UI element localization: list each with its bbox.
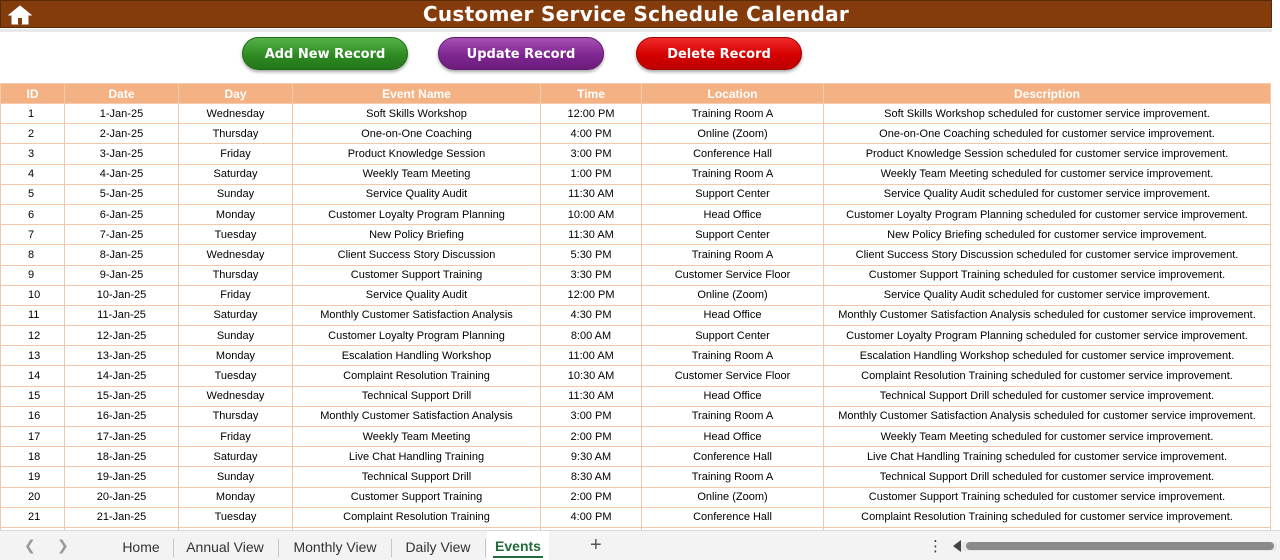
cell-location[interactable]: Support Center xyxy=(642,225,824,245)
cell-location[interactable]: Customer Service Floor xyxy=(642,366,824,386)
table-row[interactable] xyxy=(1,406,1271,426)
chevron-left-icon[interactable]: ❮ xyxy=(24,537,36,553)
cell-id[interactable]: 3 xyxy=(1,144,65,164)
cell-description[interactable]: Complaint Resolution Training scheduled for customer service improvement. xyxy=(824,507,1271,527)
column-header-id[interactable]: ID xyxy=(1,84,65,104)
cell-day[interactable]: Sunday xyxy=(179,326,293,346)
cell-day[interactable]: Monday xyxy=(179,487,293,507)
table-row[interactable] xyxy=(1,305,1271,325)
table-row[interactable] xyxy=(1,326,1271,346)
column-header-time[interactable]: Time xyxy=(541,84,642,104)
cell-description[interactable]: One-on-One Coaching scheduled for customer service improvement. xyxy=(824,124,1271,144)
table-row[interactable] xyxy=(1,507,1271,527)
cell-id[interactable]: 16 xyxy=(1,406,65,426)
cell-time[interactable]: 5:30 PM xyxy=(541,245,642,265)
cell-day[interactable]: Tuesday xyxy=(179,225,293,245)
cell-id[interactable]: 21 xyxy=(1,507,65,527)
cell-location[interactable]: Training Room A xyxy=(642,406,824,426)
cell-id[interactable]: 13 xyxy=(1,346,65,366)
cell-date[interactable]: 19-Jan-25 xyxy=(65,467,179,487)
cell-day[interactable]: Sunday xyxy=(179,184,293,204)
cell-location[interactable]: Customer Service Floor xyxy=(642,265,824,285)
cell-time[interactable]: 11:00 AM xyxy=(541,346,642,366)
table-row[interactable] xyxy=(1,346,1271,366)
scrollbar-thumb[interactable] xyxy=(966,542,1274,550)
cell-description[interactable]: Live Chat Handling Training scheduled for customer service improvement. xyxy=(824,447,1271,467)
cell-description[interactable]: Customer Support Training scheduled for customer service improvement. xyxy=(824,265,1271,285)
cell-date[interactable]: 8-Jan-25 xyxy=(65,245,179,265)
cell-day[interactable]: Thursday xyxy=(179,406,293,426)
home-icon[interactable] xyxy=(5,3,35,27)
cell-day[interactable]: Wednesday xyxy=(179,245,293,265)
column-header-date[interactable]: Date xyxy=(65,84,179,104)
cell-time[interactable]: 4:30 PM xyxy=(541,305,642,325)
table-row[interactable] xyxy=(1,386,1271,406)
tab-events-label: Events xyxy=(495,538,541,554)
cell-date[interactable]: 4-Jan-25 xyxy=(65,164,179,184)
tab-monthly-view[interactable]: Monthly View xyxy=(293,539,377,555)
cell-description[interactable]: Technical Support Drill scheduled for customer service improvement. xyxy=(824,386,1271,406)
table-header-row xyxy=(1,84,1271,104)
cell-location[interactable]: Support Center xyxy=(642,184,824,204)
cell-event-name[interactable]: Soft Skills Workshop xyxy=(293,104,541,124)
cell-event-name[interactable]: Customer Loyalty Program Planning xyxy=(293,204,541,224)
tab-annual-view[interactable]: Annual View xyxy=(186,539,264,555)
cell-location[interactable]: Online (Zoom) xyxy=(642,124,824,144)
cell-date[interactable]: 9-Jan-25 xyxy=(65,265,179,285)
cell-description[interactable]: Monthly Customer Satisfaction Analysis scheduled for customer service improvement. xyxy=(824,406,1271,426)
cell-time[interactable]: 11:30 AM xyxy=(541,184,642,204)
cell-event-name[interactable]: Service Quality Audit xyxy=(293,285,541,305)
cell-event-name[interactable]: Weekly Team Meeting xyxy=(293,164,541,184)
table-row[interactable] xyxy=(1,204,1271,224)
cell-time[interactable]: 10:00 AM xyxy=(541,204,642,224)
cell-location[interactable]: Head Office xyxy=(642,305,824,325)
cell-time[interactable]: 1:00 PM xyxy=(541,164,642,184)
cell-event-name[interactable]: Weekly Team Meeting xyxy=(293,427,541,447)
table-row[interactable] xyxy=(1,427,1271,447)
cell-location[interactable]: Training Room A xyxy=(642,346,824,366)
tab-divider xyxy=(485,539,486,557)
tab-divider xyxy=(391,539,392,557)
cell-id[interactable]: 6 xyxy=(1,204,65,224)
cell-date[interactable]: 18-Jan-25 xyxy=(65,447,179,467)
cell-location[interactable]: Training Room A xyxy=(642,164,824,184)
cell-description[interactable]: Product Knowledge Session scheduled for customer service improvement. xyxy=(824,144,1271,164)
cell-location[interactable]: Online (Zoom) xyxy=(642,487,824,507)
cell-id[interactable]: 10 xyxy=(1,285,65,305)
cell-id[interactable]: 1 xyxy=(1,104,65,124)
cell-description[interactable]: Customer Loyalty Program Planning scheduled for customer service improvement. xyxy=(824,326,1271,346)
cell-date[interactable]: 1-Jan-25 xyxy=(65,104,179,124)
table-row[interactable] xyxy=(1,366,1271,386)
cell-id[interactable]: 12 xyxy=(1,326,65,346)
column-header-event-name[interactable]: Event Name xyxy=(293,84,541,104)
cell-event-name[interactable]: Customer Support Training xyxy=(293,265,541,285)
cell-day[interactable]: Tuesday xyxy=(179,366,293,386)
cell-day[interactable]: Friday xyxy=(179,144,293,164)
cell-date[interactable]: 11-Jan-25 xyxy=(65,305,179,325)
cell-date[interactable]: 5-Jan-25 xyxy=(65,184,179,204)
table-row[interactable] xyxy=(1,265,1271,285)
cell-day[interactable]: Monday xyxy=(179,204,293,224)
cell-description[interactable]: Customer Support Training scheduled for customer service improvement. xyxy=(824,487,1271,507)
cell-id[interactable]: 7 xyxy=(1,225,65,245)
cell-date[interactable]: 6-Jan-25 xyxy=(65,204,179,224)
cell-day[interactable]: Sunday xyxy=(179,467,293,487)
column-header-location[interactable]: Location xyxy=(642,84,824,104)
add-new-record-button[interactable]: Add New Record xyxy=(242,37,408,70)
cell-location[interactable]: Training Room A xyxy=(642,467,824,487)
title-divider xyxy=(0,29,1272,32)
table-row[interactable] xyxy=(1,104,1271,124)
cell-id[interactable]: 20 xyxy=(1,487,65,507)
cell-description[interactable]: Weekly Team Meeting scheduled for customer service improvement. xyxy=(824,164,1271,184)
tab-divider xyxy=(278,539,279,557)
cell-location[interactable]: Head Office xyxy=(642,204,824,224)
page-title: Customer Service Schedule Calendar xyxy=(422,2,850,26)
cell-time[interactable]: 11:30 AM xyxy=(541,225,642,245)
table-row[interactable] xyxy=(1,184,1271,204)
sheet-tab-bar xyxy=(0,530,1280,560)
cell-location[interactable]: Conference Hall xyxy=(642,144,824,164)
cell-day[interactable]: Monday xyxy=(179,346,293,366)
cell-event-name[interactable]: One-on-One Coaching xyxy=(293,124,541,144)
cell-time[interactable]: 8:30 AM xyxy=(541,467,642,487)
cell-day[interactable]: Tuesday xyxy=(179,507,293,527)
cell-id[interactable]: 11 xyxy=(1,305,65,325)
cell-event-name[interactable]: Customer Support Training xyxy=(293,487,541,507)
cell-id[interactable]: 17 xyxy=(1,427,65,447)
cell-date[interactable]: 17-Jan-25 xyxy=(65,427,179,447)
cell-event-name[interactable]: Monthly Customer Satisfaction Analysis xyxy=(293,305,541,325)
cell-location[interactable]: Training Room A xyxy=(642,245,824,265)
cell-description[interactable]: Service Quality Audit scheduled for customer service improvement. xyxy=(824,184,1271,204)
cell-id[interactable]: 18 xyxy=(1,447,65,467)
cell-id[interactable]: 19 xyxy=(1,467,65,487)
plus-icon[interactable]: + xyxy=(590,534,602,556)
cell-time[interactable]: 2:00 PM xyxy=(541,427,642,447)
cell-date[interactable]: 2-Jan-25 xyxy=(65,124,179,144)
delete-record-button[interactable]: Delete Record xyxy=(636,37,802,70)
update-record-button[interactable]: Update Record xyxy=(438,37,604,70)
cell-description[interactable]: Soft Skills Workshop scheduled for customer service improvement. xyxy=(824,104,1271,124)
table-row[interactable] xyxy=(1,467,1271,487)
cell-date[interactable]: 14-Jan-25 xyxy=(65,366,179,386)
cell-date[interactable]: 3-Jan-25 xyxy=(65,144,179,164)
cell-description[interactable]: Complaint Resolution Training scheduled for customer service improvement. xyxy=(824,366,1271,386)
column-header-description[interactable]: Description xyxy=(824,84,1271,104)
chevron-right-icon[interactable]: ❯ xyxy=(57,537,69,553)
cell-id[interactable]: 8 xyxy=(1,245,65,265)
cell-event-name[interactable]: Complaint Resolution Training xyxy=(293,366,541,386)
cell-description[interactable]: Escalation Handling Workshop scheduled for customer service improvement. xyxy=(824,346,1271,366)
cell-date[interactable]: 10-Jan-25 xyxy=(65,285,179,305)
cell-day[interactable]: Saturday xyxy=(179,305,293,325)
scroll-left-arrow-icon[interactable] xyxy=(953,540,961,552)
cell-event-name[interactable]: Service Quality Audit xyxy=(293,184,541,204)
cell-time[interactable]: 4:00 PM xyxy=(541,124,642,144)
tab-divider xyxy=(173,539,174,557)
cell-day[interactable]: Thursday xyxy=(179,124,293,144)
cell-id[interactable]: 15 xyxy=(1,386,65,406)
cell-event-name[interactable]: New Policy Briefing xyxy=(293,225,541,245)
cell-description[interactable]: New Policy Briefing scheduled for customer service improvement. xyxy=(824,225,1271,245)
more-vertical-icon[interactable]: ⋮ xyxy=(928,538,943,555)
cell-id[interactable]: 5 xyxy=(1,184,65,204)
cell-description[interactable]: Customer Loyalty Program Planning scheduled for customer service improvement. xyxy=(824,204,1271,224)
cell-day[interactable]: Wednesday xyxy=(179,386,293,406)
table-row[interactable] xyxy=(1,285,1271,305)
cell-time[interactable]: 12:00 PM xyxy=(541,104,642,124)
table-row[interactable] xyxy=(1,124,1271,144)
cell-id[interactable]: 4 xyxy=(1,164,65,184)
cell-event-name[interactable]: Technical Support Drill xyxy=(293,386,541,406)
cell-date[interactable]: 12-Jan-25 xyxy=(65,326,179,346)
cell-event-name[interactable]: Product Knowledge Session xyxy=(293,144,541,164)
cell-day[interactable]: Saturday xyxy=(179,447,293,467)
cell-event-name[interactable]: Technical Support Drill xyxy=(293,467,541,487)
tab-daily-view[interactable]: Daily View xyxy=(405,539,471,555)
table-row[interactable] xyxy=(1,487,1271,507)
cell-date[interactable]: 20-Jan-25 xyxy=(65,487,179,507)
cell-date[interactable]: 16-Jan-25 xyxy=(65,406,179,426)
cell-time[interactable]: 3:00 PM xyxy=(541,406,642,426)
table-row[interactable] xyxy=(1,164,1271,184)
cell-day[interactable]: Friday xyxy=(179,427,293,447)
cell-day[interactable]: Saturday xyxy=(179,164,293,184)
cell-description[interactable]: Client Success Story Discussion scheduled for customer service improvement. xyxy=(824,245,1271,265)
cell-description[interactable]: Weekly Team Meeting scheduled for customer service improvement. xyxy=(824,427,1271,447)
cell-description[interactable]: Technical Support Drill scheduled for customer service improvement. xyxy=(824,467,1271,487)
cell-location[interactable]: Online (Zoom) xyxy=(642,285,824,305)
cell-event-name[interactable]: Complaint Resolution Training xyxy=(293,507,541,527)
cell-time[interactable]: 8:00 AM xyxy=(541,326,642,346)
cell-event-name[interactable]: Client Success Story Discussion xyxy=(293,245,541,265)
cell-location[interactable]: Conference Hall xyxy=(642,507,824,527)
table-row[interactable] xyxy=(1,144,1271,164)
cell-event-name[interactable]: Live Chat Handling Training xyxy=(293,447,541,467)
active-tab-indicator xyxy=(493,556,543,558)
cell-event-name[interactable]: Monthly Customer Satisfaction Analysis xyxy=(293,406,541,426)
cell-description[interactable]: Monthly Customer Satisfaction Analysis scheduled for customer service improvement. xyxy=(824,305,1271,325)
cell-day[interactable]: Friday xyxy=(179,285,293,305)
cell-event-name[interactable]: Customer Loyalty Program Planning xyxy=(293,326,541,346)
cell-location[interactable]: Training Room A xyxy=(642,104,824,124)
cell-date[interactable]: 13-Jan-25 xyxy=(65,346,179,366)
cell-day[interactable]: Thursday xyxy=(179,265,293,285)
cell-date[interactable]: 21-Jan-25 xyxy=(65,507,179,527)
cell-day[interactable]: Wednesday xyxy=(179,104,293,124)
cell-date[interactable]: 15-Jan-25 xyxy=(65,386,179,406)
tab-home[interactable]: Home xyxy=(122,539,160,555)
table-row[interactable] xyxy=(1,245,1271,265)
cell-time[interactable]: 10:30 AM xyxy=(541,366,642,386)
cell-time[interactable]: 3:00 PM xyxy=(541,144,642,164)
cell-location[interactable]: Support Center xyxy=(642,326,824,346)
cell-time[interactable]: 11:30 AM xyxy=(541,386,642,406)
cell-location[interactable]: Head Office xyxy=(642,386,824,406)
cell-id[interactable]: 2 xyxy=(1,124,65,144)
cell-event-name[interactable]: Escalation Handling Workshop xyxy=(293,346,541,366)
table-row[interactable] xyxy=(1,447,1271,467)
cell-location[interactable]: Conference Hall xyxy=(642,447,824,467)
cell-time[interactable]: 4:00 PM xyxy=(541,507,642,527)
cell-date[interactable]: 7-Jan-25 xyxy=(65,225,179,245)
cell-time[interactable]: 2:00 PM xyxy=(541,487,642,507)
cell-description[interactable]: Service Quality Audit scheduled for customer service improvement. xyxy=(824,285,1271,305)
cell-id[interactable]: 9 xyxy=(1,265,65,285)
column-header-day[interactable]: Day xyxy=(179,84,293,104)
title-bar xyxy=(0,0,1272,28)
cell-time[interactable]: 9:30 AM xyxy=(541,447,642,467)
cell-time[interactable]: 3:30 PM xyxy=(541,265,642,285)
cell-id[interactable]: 14 xyxy=(1,366,65,386)
cell-location[interactable]: Head Office xyxy=(642,427,824,447)
cell-time[interactable]: 12:00 PM xyxy=(541,285,642,305)
tab-events[interactable] xyxy=(487,531,549,560)
table-row[interactable] xyxy=(1,225,1271,245)
events-table xyxy=(0,83,1270,534)
